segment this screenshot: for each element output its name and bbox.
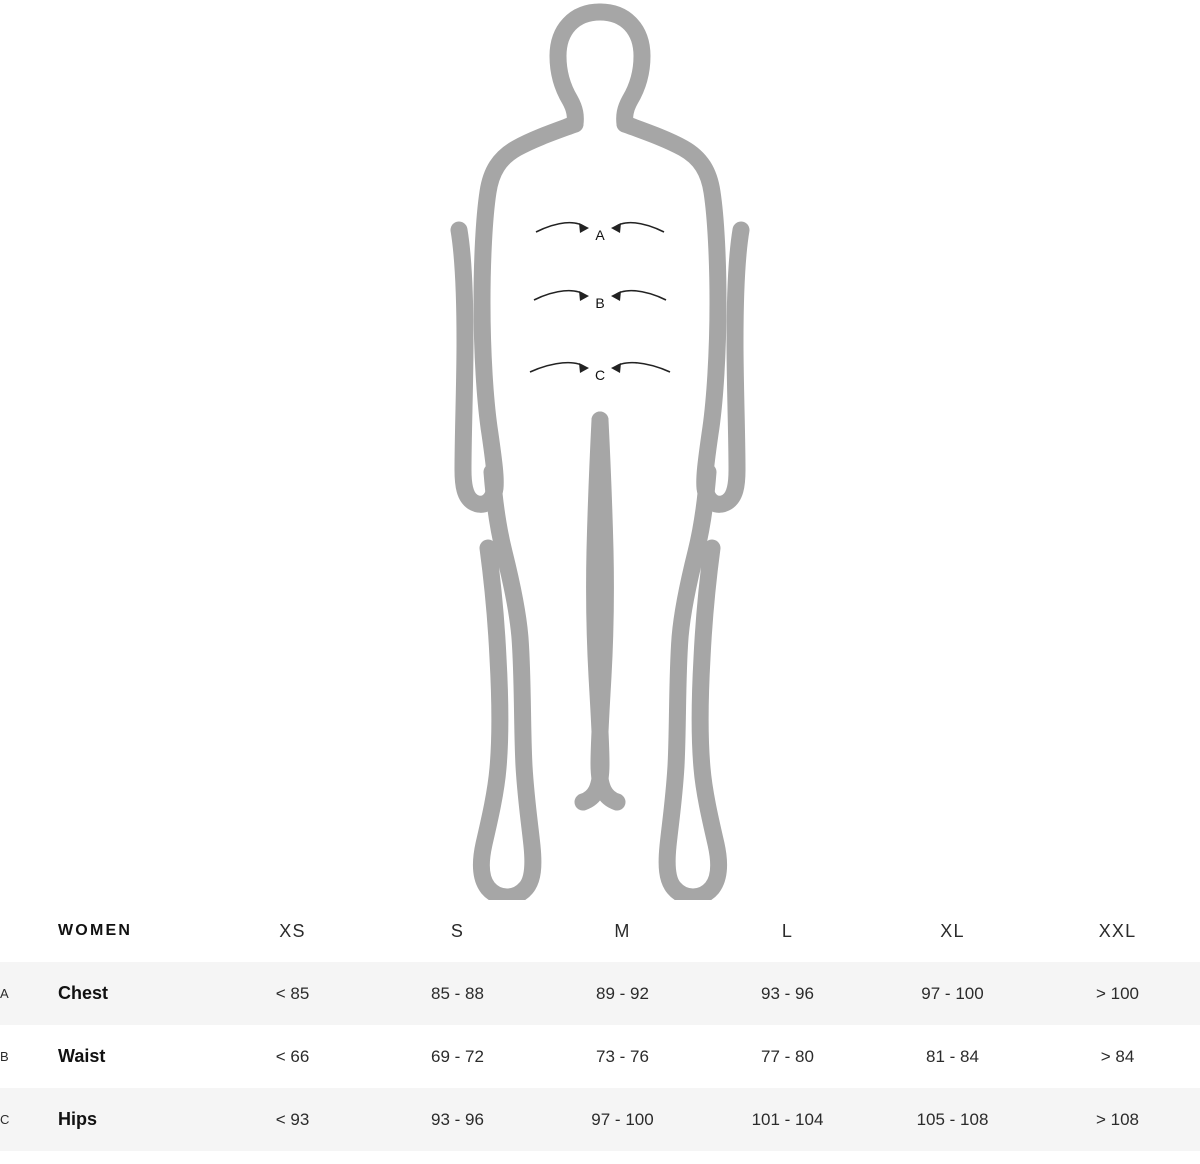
table-title: WOMEN — [58, 922, 133, 939]
cell-hips-xxl: > 108 — [1095, 1109, 1139, 1129]
table-row — [0, 1088, 1200, 1151]
row-label-hips: Hips — [58, 1109, 98, 1129]
column-header-s: S — [450, 920, 465, 941]
cell-hips-xl: 105 - 108 — [916, 1109, 989, 1129]
cell-chest-xxl: > 100 — [1095, 983, 1139, 1003]
marker-label-chest: A — [595, 227, 605, 243]
column-header-m: M — [614, 920, 631, 941]
cell-hips-s: 93 - 96 — [431, 1109, 484, 1129]
row-label-waist: Waist — [58, 1046, 106, 1066]
body-silhouette — [459, 12, 741, 897]
table-row — [0, 1025, 1200, 1088]
marker-label-hips: C — [594, 367, 606, 383]
cell-waist-xl: 81 - 84 — [926, 1046, 979, 1066]
cell-waist-l: 77 - 80 — [761, 1046, 814, 1066]
column-header-xl: XL — [940, 920, 965, 941]
column-header-xxl: XXL — [1098, 920, 1137, 941]
header-key-spacer — [0, 900, 58, 962]
column-header-l: L — [781, 920, 794, 941]
row-key-waist: B — [0, 1049, 9, 1064]
marker-label-waist: B — [595, 295, 605, 311]
cell-chest-xl: 97 - 100 — [921, 983, 984, 1003]
cell-waist-m: 73 - 76 — [596, 1046, 649, 1066]
row-label-chest: Chest — [58, 983, 109, 1003]
size-table — [0, 900, 1200, 1151]
table-header-row — [0, 900, 1200, 962]
cell-waist-xs: < 66 — [275, 1046, 310, 1066]
table-row — [0, 962, 1200, 1025]
cell-hips-xs: < 93 — [275, 1109, 310, 1129]
row-key-hips: C — [0, 1112, 10, 1127]
row-key-chest: A — [0, 986, 9, 1001]
cell-chest-m: 89 - 92 — [596, 983, 649, 1003]
cell-waist-xxl: > 84 — [1100, 1046, 1135, 1066]
cell-waist-s: 69 - 72 — [431, 1046, 484, 1066]
cell-chest-s: 85 - 88 — [431, 983, 484, 1003]
cell-hips-l: 101 - 104 — [751, 1109, 824, 1129]
cell-chest-l: 93 - 96 — [761, 983, 814, 1003]
column-header-xs: XS — [279, 920, 306, 941]
cell-hips-m: 97 - 100 — [591, 1109, 654, 1129]
cell-chest-xs: < 85 — [275, 983, 310, 1003]
